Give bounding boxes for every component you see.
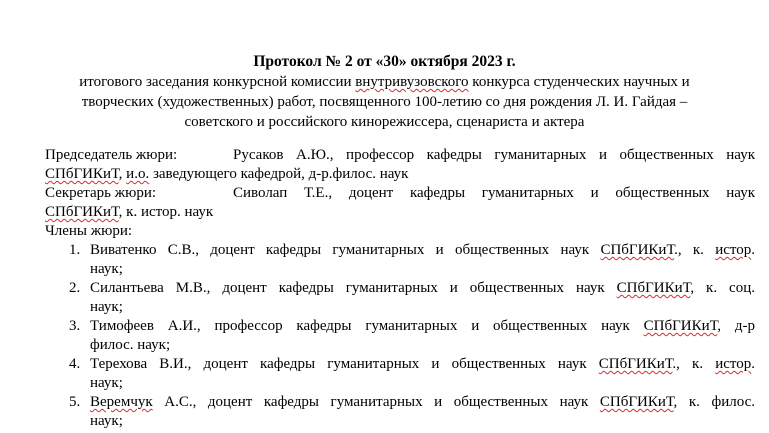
secretary-continuation: СПбГИКиТ, к. истор. наук (45, 204, 214, 220)
secretary-row (45, 184, 755, 203)
org-abbrev: СПбГИКиТ (599, 394, 674, 410)
list-number: 3. (69, 318, 81, 334)
list-number: 2. (69, 280, 81, 296)
header-line-1: итогового заседания конкурсной комиссии внутривузовского конкурса студенческих научных и (79, 74, 690, 90)
list-item: 3. Тимофеев А.И., профессор кафедры гуманитарных и общественных наук СПбГИКиТ, д-р филос. наук; (69, 318, 755, 353)
document-header (0, 52, 769, 132)
header-line-2: творческих (художественных) работ, посвященного 100-летию со дня рождения Л. И. Гайдая – (81, 94, 688, 110)
spellcheck-word: истор (715, 356, 752, 372)
list-item: 4. Терехова В.И., доцент кафедры гуманитарных и общественных наук СПбГИКиТ., к. истор. наук; (69, 356, 755, 391)
protocol-title: Протокол № 2 от «30» октября 2023 г. (253, 53, 516, 70)
org-abbrev: СПбГИКиТ (616, 280, 691, 296)
jury-section (45, 146, 755, 431)
chair-name: Русаков А.Ю., профессор кафедры гуманитарных и общественных наук (233, 147, 755, 163)
org-abbrev: СПбГИКиТ (598, 356, 673, 372)
spellcheck-word: и.о. (126, 166, 150, 182)
org-abbrev: СПбГИКиТ (45, 204, 119, 220)
list-item: 2. Силантьева М.В., доцент кафедры гуманитарных и общественных наук СПбГИКиТ, к. соц. наук; (69, 280, 755, 315)
org-abbrev: СПбГИКиТ (600, 242, 675, 258)
chair-row (45, 146, 755, 165)
secretary-name: Сиволап Т.Е., доцент кафедры гуманитарных и общественных наук (233, 185, 755, 201)
org-abbrev: СПбГИКиТ (45, 166, 119, 182)
secretary-label: Секретарь жюри: (45, 185, 157, 201)
org-abbrev: СПбГИКиТ (643, 318, 718, 334)
members-list (45, 241, 755, 431)
header-line-3: советского и российского кинорежиссера, сценариста и актера (184, 114, 585, 130)
members-label: Члены жюри: (45, 223, 133, 239)
list-number: 4. (69, 356, 81, 372)
chair-label: Председатель жюри: (45, 147, 178, 163)
list-number: 5. (69, 394, 81, 410)
list-item: 1. Виватенко С.В., доцент кафедры гуманитарных и общественных наук СПбГИКиТ., к. истор. наук; (69, 242, 755, 277)
spellcheck-word: внутривузовского (355, 74, 469, 90)
list-number: 1. (69, 242, 81, 258)
spellcheck-word: истор (715, 242, 752, 258)
list-item: 5. Веремчук А.С., доцент кафедры гуманитарных и общественных наук СПбГИКиТ, к. филос. наук; (69, 394, 755, 429)
spellcheck-word: Веремчук (90, 394, 153, 410)
chair-continuation: СПбГИКиТ, и.о. заведующего кафедрой, д-р.филос. наук (45, 166, 409, 182)
